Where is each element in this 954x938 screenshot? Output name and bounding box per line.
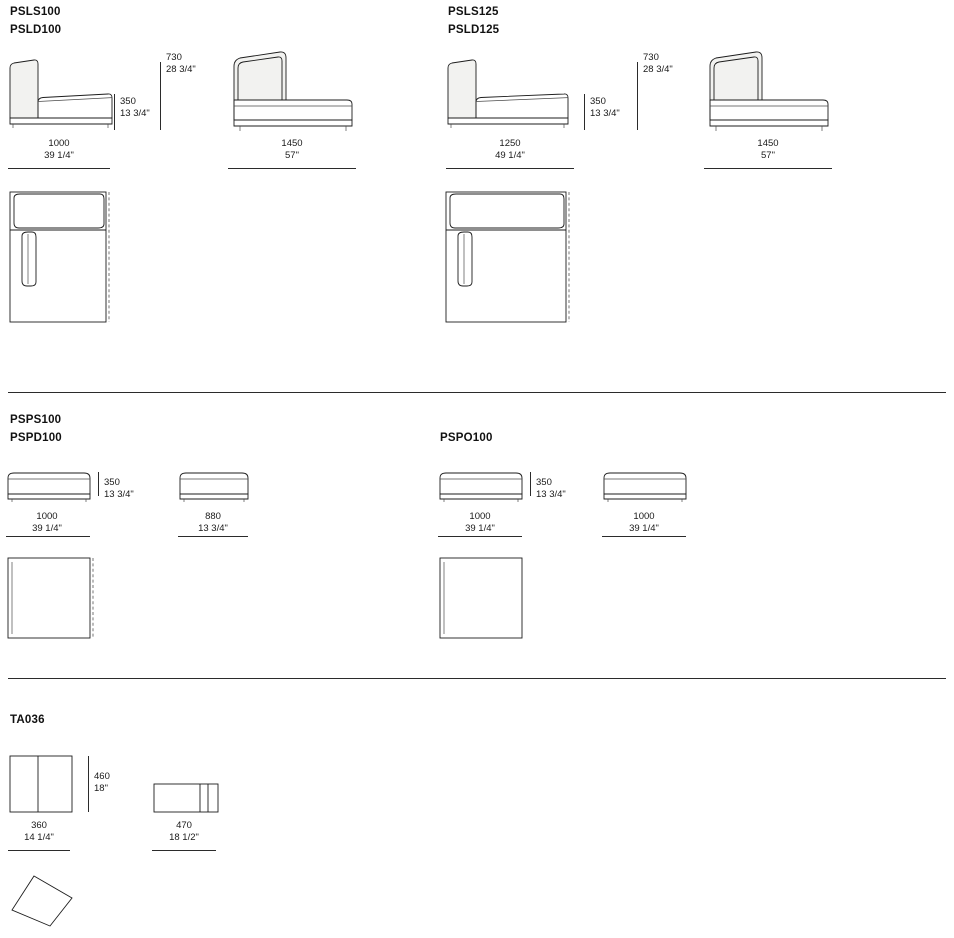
dim-g1-side-height [166, 52, 196, 75]
dim-line-g1-front-width [8, 168, 110, 169]
dim-line-g5-side-width [152, 850, 216, 851]
dim-line-g4-front-width [438, 536, 522, 537]
drawing-g4-front-elevation [438, 468, 533, 504]
drawing-g4-side-elevation [602, 468, 697, 504]
drawing-g2-plan-view [444, 190, 579, 326]
dim-value-in: 18 1/2" [169, 831, 199, 843]
dim-value-in: 57" [285, 149, 299, 161]
product-code-psps100: PSPS100 [10, 414, 62, 426]
drawing-g5-side-elevation [152, 782, 232, 816]
dim-g2-front-height [590, 96, 620, 119]
dim-line-g4-side-width [602, 536, 686, 537]
dim-value-mm: 1450 [281, 138, 303, 149]
dim-line-g3-side-width [178, 536, 248, 537]
dim-value-mm: 350 [104, 477, 120, 488]
dim-g3-front-width [2, 511, 92, 534]
drawing-g2-front-elevation [446, 56, 581, 134]
drawing-g5-plan-view [8, 874, 88, 934]
dim-value-in: 13 3/4" [120, 107, 150, 119]
dim-g2-side-height [643, 52, 673, 75]
dim-value-in: 13 3/4" [536, 488, 566, 500]
dim-value-in: 14 1/4" [24, 831, 54, 843]
dim-g3-front-height [104, 477, 134, 500]
dim-value-mm: 460 [94, 771, 110, 782]
product-code-pslS100: PSLS100 [10, 6, 61, 18]
product-code-psld125: PSLD125 [448, 24, 500, 36]
dim-line-g5-front-height [88, 756, 89, 812]
dim-g1-front-height [120, 96, 150, 119]
dim-value-mm: 1000 [48, 138, 70, 149]
dim-line-g2-side-width [704, 168, 832, 169]
dim-value-mm: 1000 [633, 511, 655, 522]
product-code-psls125: PSLS125 [448, 6, 499, 18]
drawing-g3-side-elevation [178, 468, 258, 504]
product-code-psld100: PSLD100 [10, 24, 62, 36]
dim-line-g1-side-width [228, 168, 356, 169]
drawing-g3-front-elevation [6, 468, 101, 504]
dim-g3-side-width [173, 511, 253, 534]
dim-value-in: 49 1/4" [495, 149, 525, 161]
dim-value-mm: 1000 [469, 511, 491, 522]
dim-g4-side-width [599, 511, 689, 534]
drawing-g2-side-elevation [704, 50, 844, 136]
dim-line-g1-front-height [114, 94, 115, 130]
dim-line-g3-front-height [98, 472, 99, 496]
dim-value-mm: 470 [176, 820, 192, 831]
dim-value-mm: 350 [120, 96, 136, 107]
dim-value-in: 39 1/4" [465, 522, 495, 534]
dim-line-g2-front-height [584, 94, 585, 130]
dim-value-mm: 350 [590, 96, 606, 107]
dim-value-mm: 880 [205, 511, 221, 522]
dim-line-g5-front-width [8, 850, 70, 851]
dim-value-in: 13 3/4" [198, 522, 228, 534]
dim-line-g1-side-height [160, 62, 161, 130]
section-divider-1 [8, 392, 946, 393]
drawing-g1-front-elevation [8, 56, 118, 134]
dim-value-mm: 350 [536, 477, 552, 488]
dim-line-g4-front-height [530, 472, 531, 496]
dim-line-g2-front-width [446, 168, 574, 169]
dim-value-mm: 360 [31, 820, 47, 831]
drawing-g1-side-elevation [228, 50, 368, 136]
drawing-g4-plan-view [438, 556, 533, 644]
dim-g5-front-width [2, 820, 76, 843]
drawing-g3-plan-view [6, 556, 101, 644]
dim-g5-front-height [94, 771, 110, 794]
dim-value-mm: 1450 [757, 138, 779, 149]
dim-g1-side-width [228, 138, 356, 161]
dim-value-in: 13 3/4" [104, 488, 134, 500]
dim-value-mm: 1250 [499, 138, 521, 149]
dim-value-mm: 1000 [36, 511, 58, 522]
dim-value-mm: 730 [643, 52, 659, 63]
dim-line-g3-front-width [6, 536, 90, 537]
drawing-g1-plan-view [8, 190, 118, 326]
dim-value-in: 39 1/4" [44, 149, 74, 161]
dim-value-in: 13 3/4" [590, 107, 620, 119]
dim-value-mm: 730 [166, 52, 182, 63]
dim-value-in: 28 3/4" [643, 63, 673, 75]
drawing-g5-front-elevation [8, 754, 88, 816]
dim-value-in: 39 1/4" [32, 522, 62, 534]
dim-g4-front-width [435, 511, 525, 534]
dim-value-in: 18" [94, 782, 108, 794]
dim-value-in: 39 1/4" [629, 522, 659, 534]
product-code-pspd100: PSPD100 [10, 432, 62, 444]
dim-g5-side-width [146, 820, 222, 843]
dim-g2-front-width [446, 138, 574, 161]
dim-g2-side-width [704, 138, 832, 161]
section-divider-2 [8, 678, 946, 679]
dim-value-in: 28 3/4" [166, 63, 196, 75]
product-code-ta036: TA036 [10, 714, 45, 726]
dim-value-in: 57" [761, 149, 775, 161]
product-code-pspo100: PSPO100 [440, 432, 493, 444]
dim-line-g2-side-height [637, 62, 638, 130]
dim-g4-front-height [536, 477, 566, 500]
dim-g1-front-width [8, 138, 110, 161]
